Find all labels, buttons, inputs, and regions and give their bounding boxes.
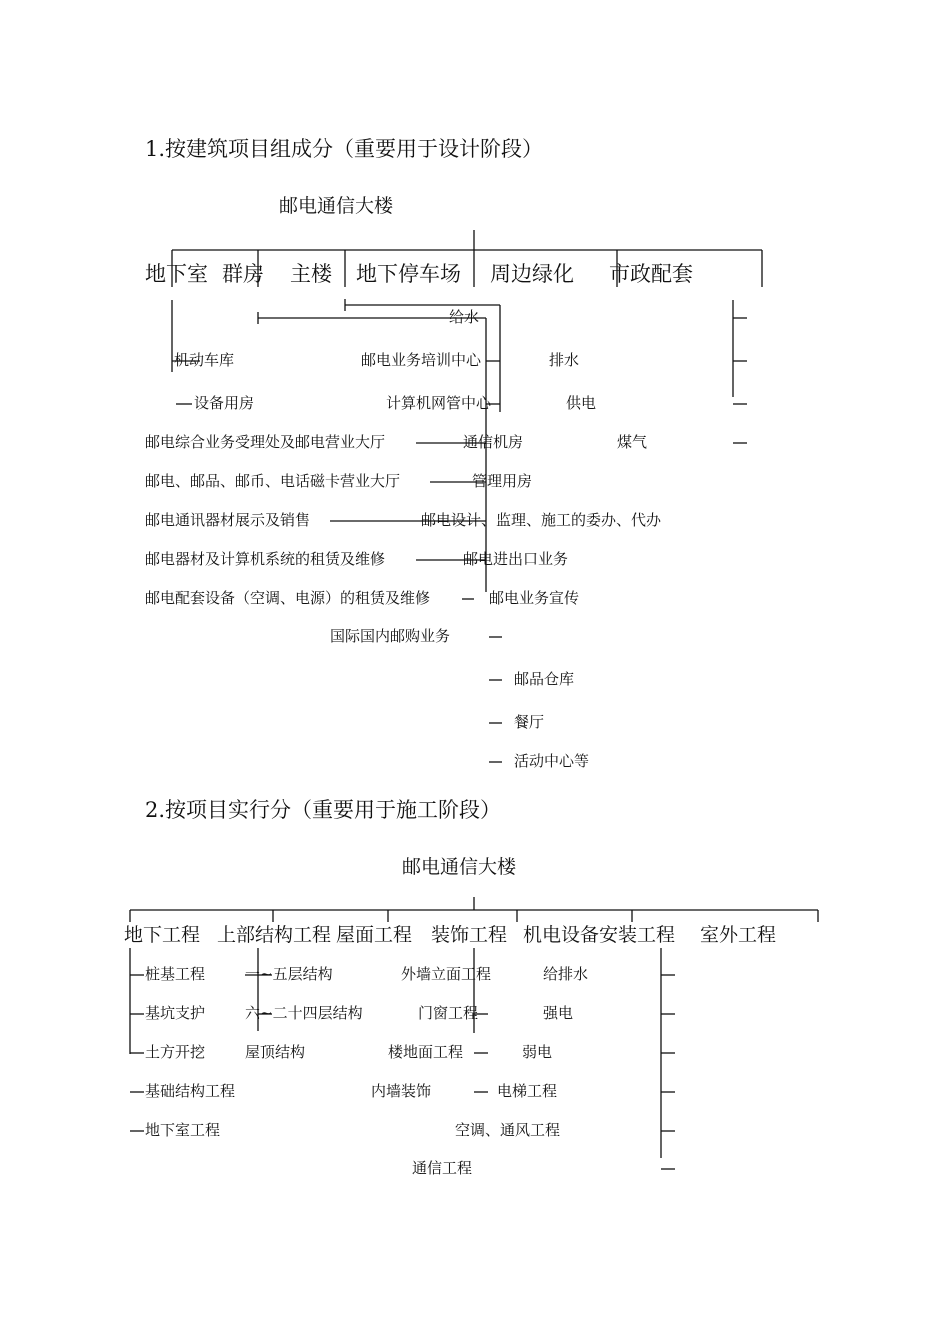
section2-root: 邮电通信大楼 — [402, 856, 517, 878]
s1-item: 邮电、邮品、邮币、电话磁卡营业大厅 — [145, 472, 401, 490]
s1-item: 餐厅 — [514, 713, 545, 731]
s1-item: 排水 — [549, 351, 580, 369]
s1-item: 邮电业务培训中心 — [361, 351, 482, 369]
s1-item: 机动车库 — [174, 351, 235, 369]
s2-branch-mep: 机电设备安装工程 — [523, 924, 676, 946]
s2-item: 屋顶结构 — [245, 1043, 306, 1061]
s1-item: 活动中心等 — [514, 752, 590, 770]
s1-branch-greening: 周边绿化 — [490, 262, 574, 286]
s1-item: 邮电通讯器材展示及销售 — [145, 511, 311, 529]
s2-item: 楼地面工程 — [388, 1043, 464, 1061]
s1-item: 给水 — [449, 308, 480, 326]
s1-item: 计算机网管中心 — [386, 394, 492, 412]
s1-branch-main-tower: 主楼 — [290, 262, 332, 286]
s1-item: 供电 — [566, 394, 597, 412]
section2-heading: 2.按项目实行分（重要用于施工阶段） — [145, 798, 502, 822]
s2-item: 桩基工程 — [145, 965, 206, 983]
s1-item: 通信机房 — [463, 433, 524, 451]
s2-item: 弱电 — [522, 1043, 553, 1061]
s1-item: 邮品仓库 — [514, 670, 575, 688]
s2-branch-decoration: 装饰工程 — [431, 924, 508, 946]
s1-item: 管理用房 — [472, 472, 533, 490]
s2-item: 通信工程 — [412, 1159, 473, 1177]
s2-item: 给排水 — [543, 965, 589, 983]
s2-item: 内墙装饰 — [371, 1082, 432, 1100]
s1-item: 设备用房 — [194, 394, 255, 412]
s1-item: 邮电器材及计算机系统的租赁及维修 — [145, 550, 386, 568]
s1-branch-podium: 群房 — [222, 262, 264, 286]
s2-item: 土方开挖 — [145, 1043, 206, 1061]
s2-branch-roofing: 屋面工程 — [336, 924, 413, 946]
s2-item: 门窗工程 — [418, 1004, 479, 1022]
s2-item: 强电 — [543, 1004, 574, 1022]
s2-item: 基坑支护 — [145, 1004, 206, 1022]
s1-item: 邮电设计、监理、施工的委办、代办 — [421, 511, 662, 529]
s2-item: 六~二十四层结构 — [245, 1004, 363, 1022]
s2-item: 电梯工程 — [497, 1082, 558, 1100]
s2-branch-underground: 地下工程 — [124, 924, 201, 946]
section1-heading: 1.按建筑项目组成分（重要用于设计阶段） — [145, 137, 544, 161]
s1-branch-municipal: 市政配套 — [609, 262, 693, 286]
s1-branch-basement: 地下室 — [145, 262, 208, 286]
section1-root: 邮电通信大楼 — [279, 195, 394, 217]
s2-item: 地下室工程 — [145, 1121, 221, 1139]
s1-item: 邮电进出口业务 — [463, 550, 569, 568]
s1-item: 邮电业务宣传 — [489, 589, 580, 607]
s1-item: 邮电综合业务受理处及邮电营业大厅 — [145, 433, 386, 451]
s1-item: 煤气 — [617, 433, 648, 451]
s2-branch-exterior: 室外工程 — [700, 924, 777, 946]
s2-item: 外墙立面工程 — [401, 965, 492, 983]
s1-branch-parking: 地下停车场 — [356, 262, 461, 286]
s2-item: 一~五层结构 — [245, 965, 333, 983]
s2-branch-superstructure: 上部结构工程 — [217, 924, 332, 946]
s1-item: 国际国内邮购业务 — [330, 627, 451, 645]
s2-item: 基础结构工程 — [145, 1082, 236, 1100]
s1-item: 邮电配套设备（空调、电源）的租赁及维修 — [145, 589, 431, 607]
s2-item: 空调、通风工程 — [455, 1121, 561, 1139]
